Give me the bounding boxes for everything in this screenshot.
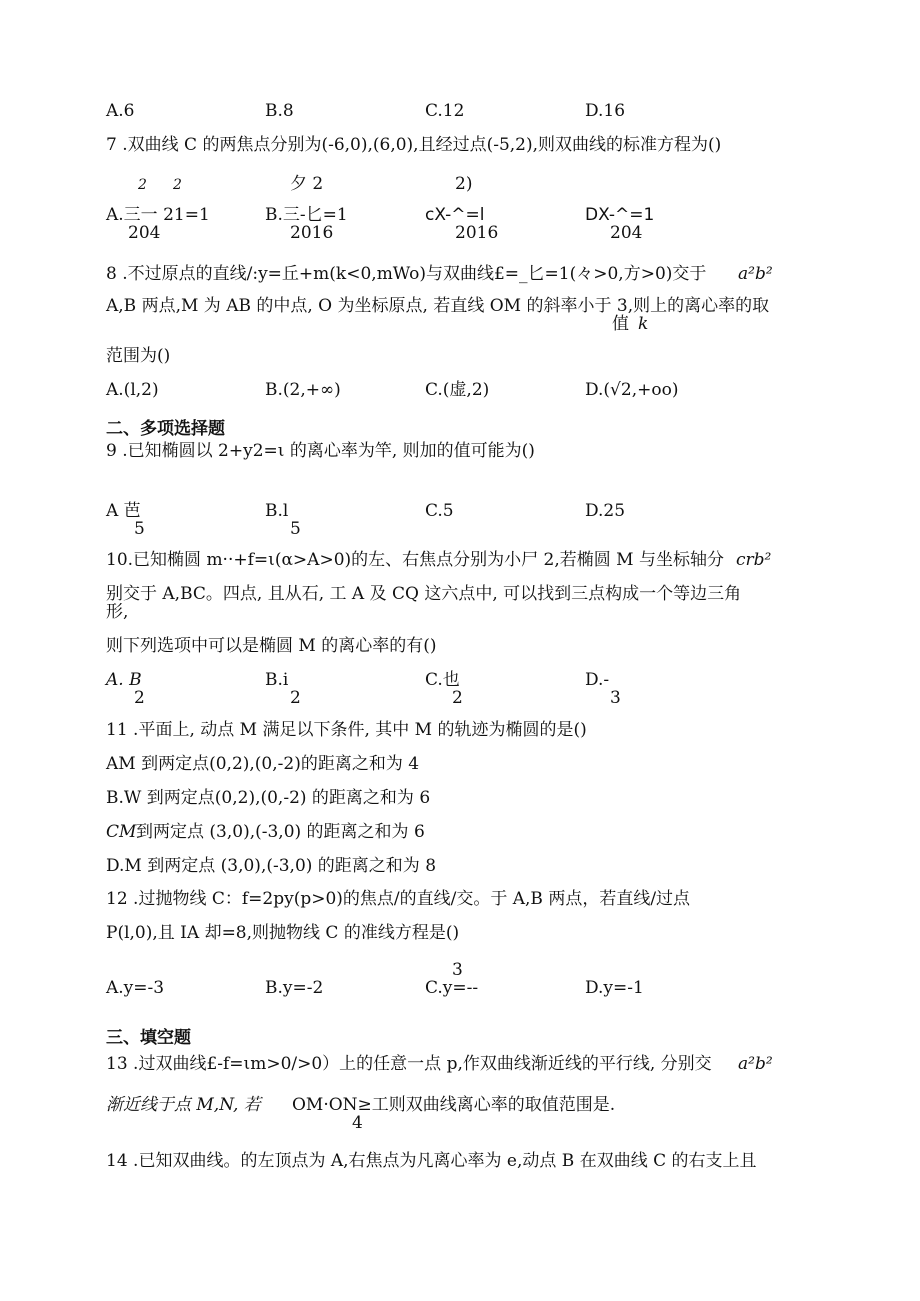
q13-line-2: OM·ON≥工则双曲线离心率的取值范围是.	[292, 1095, 616, 1115]
q11-option-a: AM 到两定点(0,2),(0,-2)的距离之和为 4	[106, 754, 420, 774]
q12-option-a: A.y=-3	[106, 978, 165, 998]
q7-option-c: cX-^=l	[425, 205, 485, 225]
q12-fraction-numerator: 3	[452, 960, 463, 980]
q9-option-a-denominator: 5	[134, 519, 145, 539]
q10-option-a: A. B	[106, 670, 142, 690]
q6-option-d: D.16	[585, 101, 626, 121]
q7-option-a-denominator: 204	[128, 223, 161, 243]
q6-option-c: C.12	[425, 101, 465, 121]
q10-option-b-denominator: 2	[290, 688, 301, 708]
q7-option-d-denominator: 204	[610, 223, 643, 243]
q11-option-b: B.W 到两定点(0,2),(0,-2) 的距离之和为 6	[106, 788, 431, 808]
q7-option-a: A.三一 21=1	[106, 205, 210, 225]
section-3-heading: 三、填空题	[106, 1028, 191, 1048]
q11-option-c-label: CM	[106, 822, 137, 842]
q7-stem: 7 .双曲线 C 的两焦点分别为(-6,0),(6,0),且经过点(-5,2),则双曲线的标准方程为()	[106, 135, 722, 155]
q7-option-d: DX-^=1	[585, 205, 655, 225]
q8-option-c: C.(虚,2)	[425, 380, 490, 400]
q8-line-1: 8 .不过原点的直线/:y=丘+m(k<0,mWo)与双曲线£=_匕=1(々>0,方>0)交于	[106, 264, 707, 284]
q7-fragment-3: 夕 2	[290, 174, 324, 194]
q10-line-1-tail: crb²	[736, 550, 772, 570]
q7-fragment-1: 2	[138, 177, 147, 193]
q12-line-2: P(l,0),且 IA 却=8,则抛物线 C 的准线方程是()	[106, 923, 460, 943]
q11-option-c: 到两定点 (3,0),(-3,0) 的距离之和为 6	[136, 822, 425, 842]
q10-line-2: 别交于 A,BC。四点, 且从石, 工 A 及 CQ 这六点中, 可以找到三点构成一个等边三角	[106, 584, 742, 604]
q8-line-1-tail: a²b²	[738, 264, 773, 284]
q13-line-1-tail: a²b²	[738, 1054, 773, 1074]
q13-line-1: 13 .过双曲线£-f=ιm>0/>0）上的任意一点 p,作双曲线渐近线的平行线, 分别交	[106, 1054, 712, 1074]
q9-stem: 9 .已知椭圆以 2+y2=ι 的离心率为竿, 则加的值可能为()	[106, 441, 535, 461]
q10-option-d-denominator: 3	[610, 688, 621, 708]
q8-line-2-sub: 值	[612, 314, 629, 334]
q14-line-1: 14 .已知双曲线。的左顶点为 A,右焦点为凡离心率为 e,动点 B 在双曲线 C 的右支上且	[106, 1151, 757, 1171]
q7-fragment-4: 2)	[455, 174, 473, 194]
q7-option-c-denominator: 2016	[455, 223, 499, 243]
q12-option-d: D.y=-1	[585, 978, 644, 998]
q8-option-a: A.(l,2)	[106, 380, 159, 400]
q11-option-d: D.M 到两定点 (3,0),(-3,0) 的距离之和为 8	[106, 856, 437, 876]
q10-option-a-denominator: 2	[134, 688, 145, 708]
q6-option-b: B.8	[265, 101, 294, 121]
q9-option-c: C.5	[425, 501, 454, 521]
q10-option-c: C.也	[425, 670, 460, 690]
q9-option-b-denominator: 5	[290, 519, 301, 539]
q12-option-c: C.y=--	[425, 978, 479, 998]
q7-option-b-denominator: 2016	[290, 223, 334, 243]
q10-option-c-denominator: 2	[452, 688, 463, 708]
section-2-heading: 二、多项选择题	[106, 419, 225, 439]
q13-line-2-prefix: 渐近线于点 M,N, 若	[106, 1095, 261, 1115]
q8-line-2-k: k	[638, 314, 649, 334]
q7-option-b: B.三-匕=1	[265, 205, 348, 225]
q8-option-d: D.(√2,+oo)	[585, 380, 679, 400]
q13-line-2-denominator: 4	[352, 1113, 363, 1133]
q8-line-3: 范围为()	[106, 346, 171, 366]
q12-option-b: B.y=-2	[265, 978, 324, 998]
q8-option-b: B.(2,+∞)	[265, 380, 341, 400]
q9-option-a: A 芭	[106, 501, 141, 521]
q9-option-d: D.25	[585, 501, 626, 521]
q10-line-3: 则下列选项中可以是椭圆 M 的离心率的有()	[106, 636, 437, 656]
q10-line-1: 10.已知椭圆 m··+f=ι(α>A>0)的左、右焦点分别为小尸 2,若椭圆 M 与坐标轴分	[106, 550, 724, 570]
q10-option-d: D.-	[585, 670, 610, 690]
q7-fragment-2: 2	[173, 177, 182, 193]
q8-line-2: A,B 两点,M 为 AB 的中点, O 为坐标原点, 若直线 OM 的斜率小于 3,则上的离心率的取	[106, 296, 770, 316]
q10-line-2b: 形,	[106, 602, 129, 622]
q6-option-a: A.6	[106, 101, 135, 121]
q9-option-b: B.l	[265, 501, 289, 521]
q11-stem: 11 .平面上, 动点 M 满足以下条件, 其中 M 的轨迹为椭圆的是()	[106, 720, 587, 740]
q12-line-1: 12 .过抛物线 C：f=2py(p>0)的焦点/的直线/交。于 A,B 两点，若直线/过点	[106, 889, 691, 909]
q10-option-b: B.i	[265, 670, 289, 690]
